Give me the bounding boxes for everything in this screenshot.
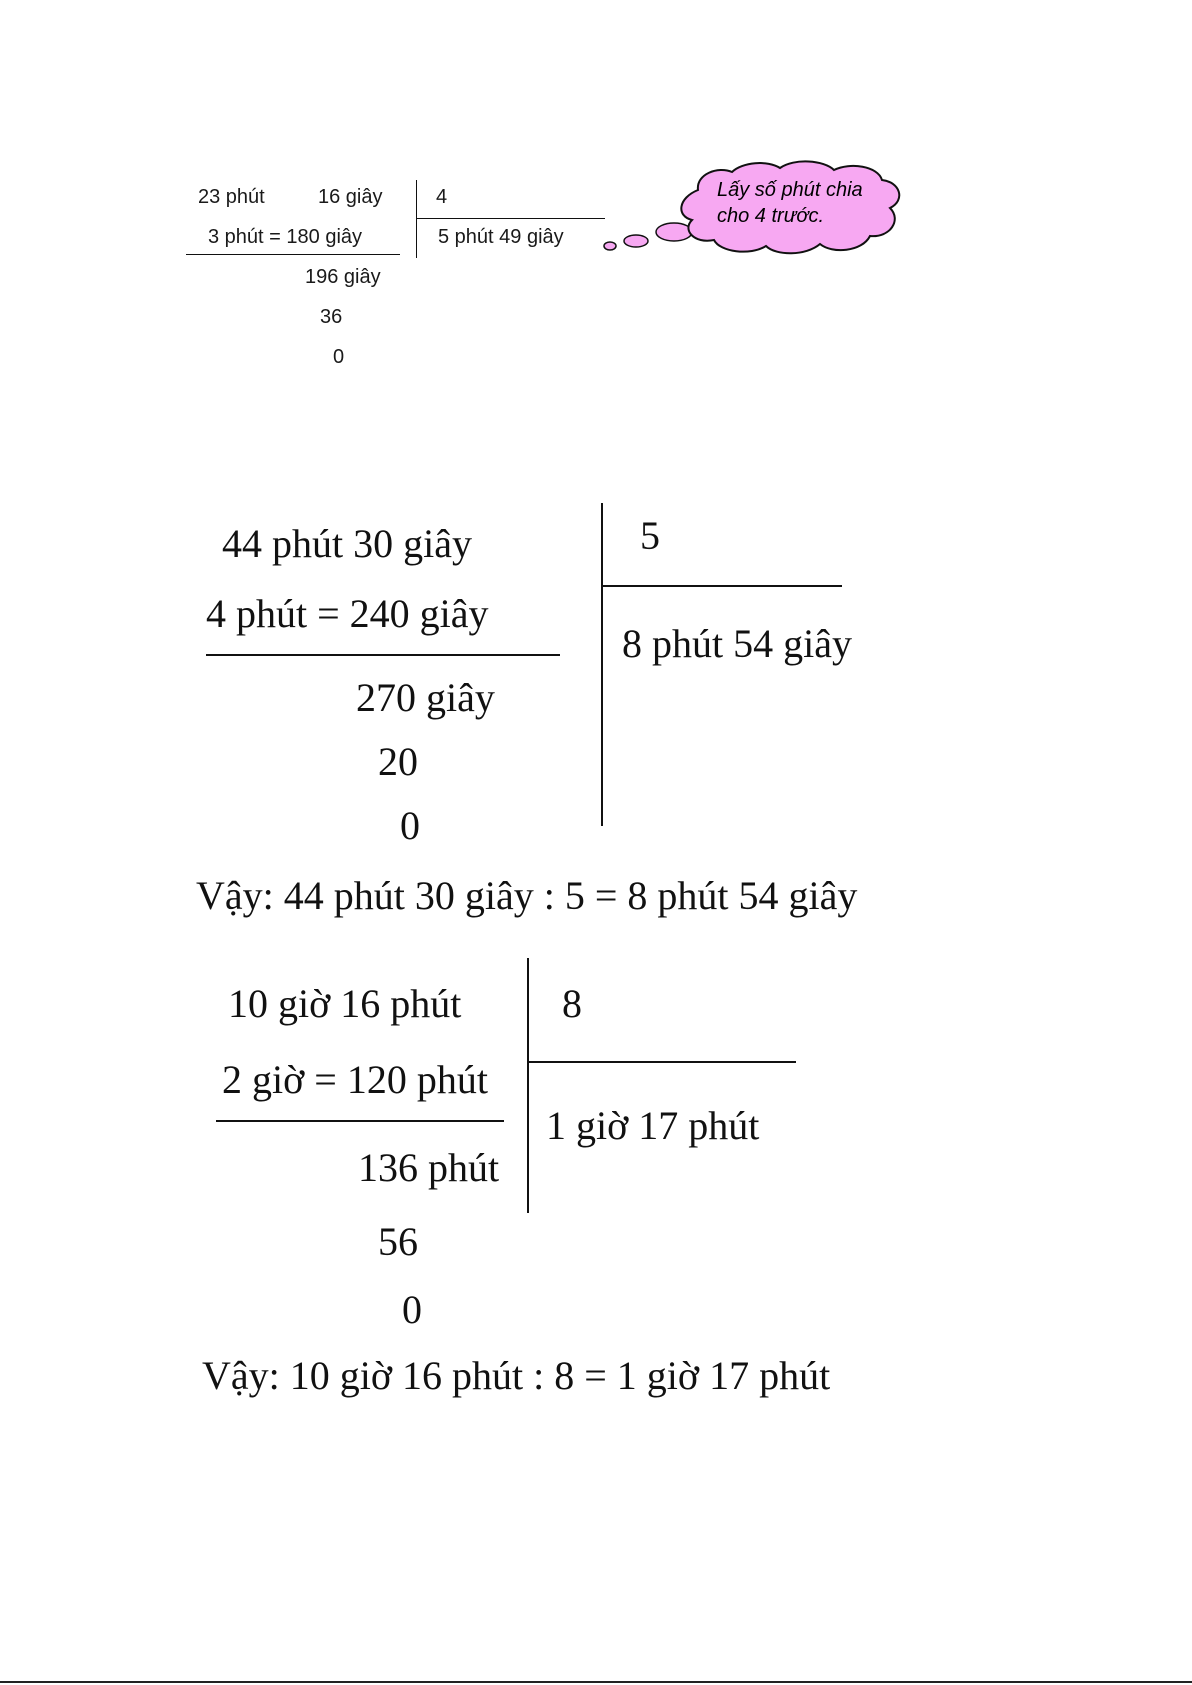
d2-step-sum: 270 giây — [356, 675, 495, 720]
d3-step-rem: 56 — [378, 1219, 418, 1264]
page-bottom-rule — [0, 1681, 1192, 1683]
d3-divisor: 8 — [562, 981, 582, 1026]
d1-step-convert: 3 phút = 180 giây — [208, 226, 363, 248]
d1-step-sum: 196 giây — [305, 266, 381, 288]
d2-step-convert: 4 phút = 240 giây — [206, 591, 489, 636]
d2-horizontal-divider — [602, 585, 842, 587]
d3-step-convert: 2 giờ = 120 phút — [222, 1057, 488, 1102]
d1-quotient: 5 phút 49 giây — [438, 226, 564, 248]
d2-vertical-divider — [601, 503, 603, 826]
d3-conclusion: Vậy: 10 giờ 16 phút : 8 = 1 giờ 17 phút — [202, 1353, 831, 1398]
d2-dividend: 44 phút 30 giây — [222, 521, 472, 566]
d2-step-rem: 20 — [378, 739, 418, 784]
d1-dividend-seconds: 16 giây — [318, 186, 383, 208]
d2-step-zero: 0 — [400, 803, 420, 848]
d2-conclusion: Vậy: 44 phút 30 giây : 5 = 8 phút 54 giây — [196, 873, 858, 918]
d2-quotient: 8 phút 54 giây — [622, 621, 852, 666]
d3-horizontal-divider — [528, 1061, 796, 1063]
d2-divisor: 5 — [640, 513, 660, 558]
d1-underline — [186, 254, 400, 255]
d1-step-zero: 0 — [333, 346, 345, 368]
d1-horizontal-divider — [417, 218, 605, 219]
thought-bubble-icon — [600, 160, 930, 270]
d3-quotient: 1 giờ 17 phút — [546, 1103, 760, 1148]
d1-vertical-divider — [416, 180, 417, 258]
d2-underline — [206, 654, 560, 656]
d3-step-zero: 0 — [402, 1287, 422, 1332]
d1-step-rem: 36 — [320, 306, 343, 328]
d3-dividend: 10 giờ 16 phút — [228, 981, 462, 1026]
d3-step-sum: 136 phút — [358, 1145, 500, 1190]
d1-dividend-minutes: 23 phút — [198, 186, 265, 208]
d1-divisor: 4 — [436, 186, 448, 208]
d3-underline — [216, 1120, 504, 1122]
bubble-line-2: cho 4 trước. — [717, 205, 825, 227]
d3-vertical-divider — [527, 958, 529, 1213]
bubble-line-1: Lấy số phút chia — [717, 179, 863, 201]
